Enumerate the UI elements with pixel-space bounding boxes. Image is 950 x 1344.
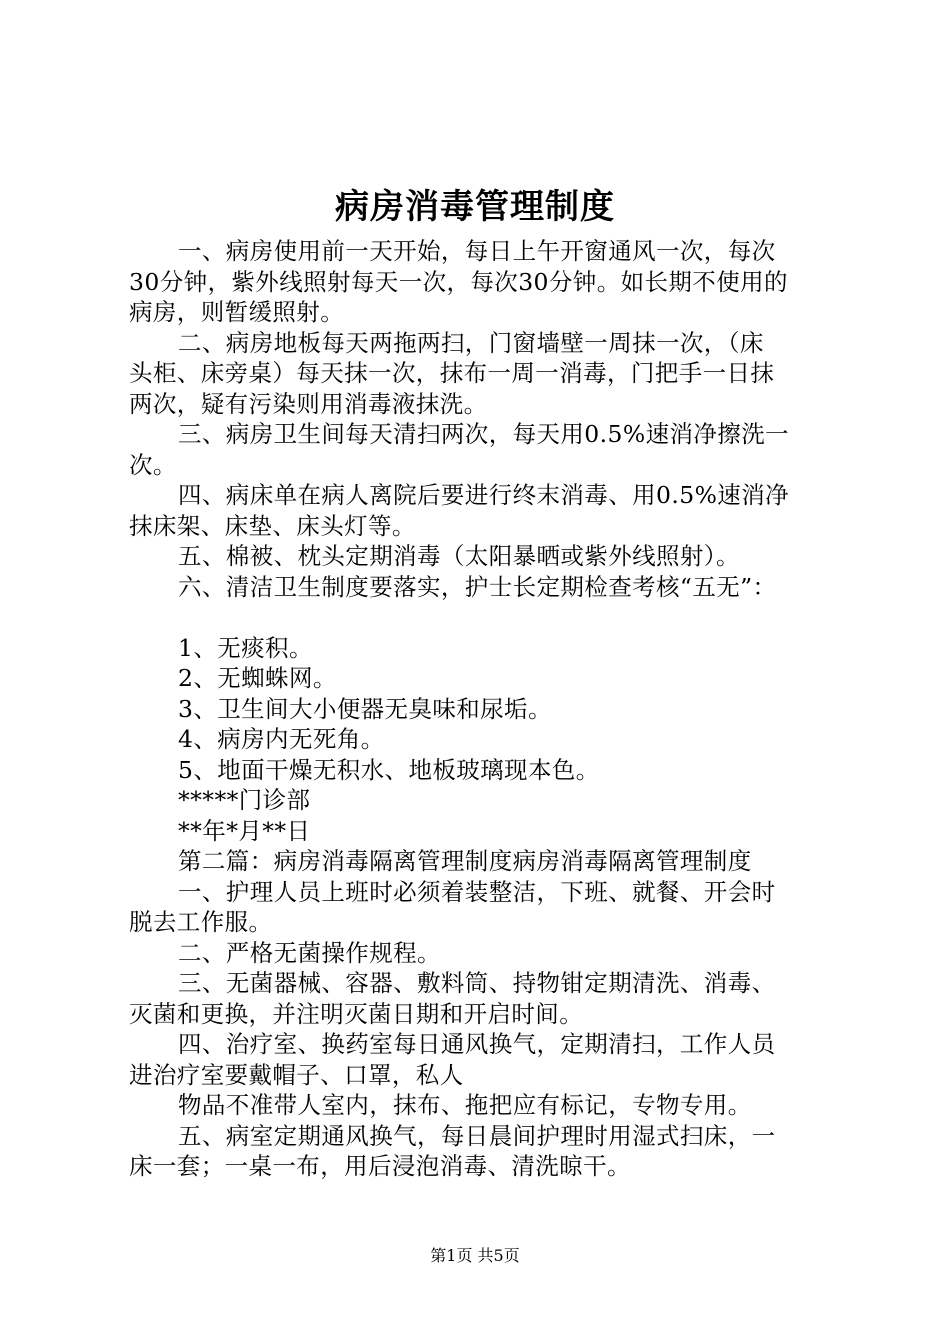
text-line: 进治疗室要戴帽子、口罩，私人 — [129, 1060, 464, 1089]
text-line: 一、病房使用前一天开始，每日上午开窗通风一次，每次 — [178, 237, 776, 265]
text-line: 四、病床单在病人离院后要进行终末消毒、用0.5%速消净 — [178, 481, 790, 509]
text-line: 两次，疑有污染则用消毒液抹洗。 — [129, 389, 488, 418]
text-line: 次。 — [129, 450, 177, 479]
blank-line — [129, 602, 831, 633]
text-line: 病房，则暂缓照射。 — [129, 298, 345, 326]
text-line: 脱去工作服。 — [129, 908, 273, 936]
text-line: 3、卫生间大小便器无臭味和尿垢。 — [178, 694, 552, 723]
text-line: 三、无菌器械、容器、敷料筒、持物钳定期清洗、消毒、 — [178, 969, 776, 997]
text-line: 抹床架、床垫、床头灯等。 — [129, 511, 416, 540]
text-line: *****门诊部 — [178, 786, 311, 814]
text-line: **年*月**日 — [178, 816, 311, 845]
text-line: 五、病室定期通风换气，每日晨间护理时用湿式扫床，一 — [178, 1121, 776, 1150]
text-line: 第二篇：病房消毒隔离管理制度病房消毒隔离管理制度 — [178, 847, 752, 875]
text-line: 四、治疗室、换药室每日通风换气，定期清扫，工作人员 — [178, 1030, 776, 1058]
document-body — [129, 236, 831, 1182]
text-line: 五、棉被、枕头定期消毒（太阳暴晒或紫外线照射）。 — [178, 542, 740, 570]
text-line: 二、病房地板每天两拖两扫，门窗墙壁一周抹一次，（床 — [178, 328, 764, 357]
text-line: 一、护理人员上班时必须着装整洁，下班、就餐、开会时 — [178, 877, 776, 906]
text-line: 头柜、床旁桌）每天抹一次，抹布一周一消毒，门把手一日抹 — [129, 359, 775, 387]
text-line: 二、严格无菌操作规程。 — [178, 938, 441, 967]
text-line: 物品不准带人室内，抹布、拖把应有标记，专物专用。 — [178, 1091, 752, 1119]
text-line: 1、无痰积。 — [178, 633, 313, 662]
text-line: 三、病房卫生间每天清扫两次，每天用0.5%速消净擦洗一 — [178, 420, 790, 448]
document-title: 病房消毒管理制度 — [335, 187, 615, 227]
text-line: 灭菌和更换，并注明灭菌日期和开启时间。 — [129, 999, 584, 1028]
page-footer: 第1页 共5页 — [430, 1246, 520, 1265]
text-line: 床一套；一桌一布，用后浸泡消毒、清洗晾干。 — [129, 1152, 631, 1180]
text-line: 2、无蜘蛛网。 — [178, 664, 337, 692]
text-line: 六、清洁卫生制度要落实，护士长定期检查考核“五无”： — [178, 572, 777, 601]
text-line: 5、地面干燥无积水、地板玻璃现本色。 — [178, 755, 600, 784]
text-line: 4、病房内无死角。 — [178, 725, 385, 753]
text-line: 30分钟，紫外线照射每天一次，每次30分钟。如长期不使用的 — [129, 267, 788, 296]
